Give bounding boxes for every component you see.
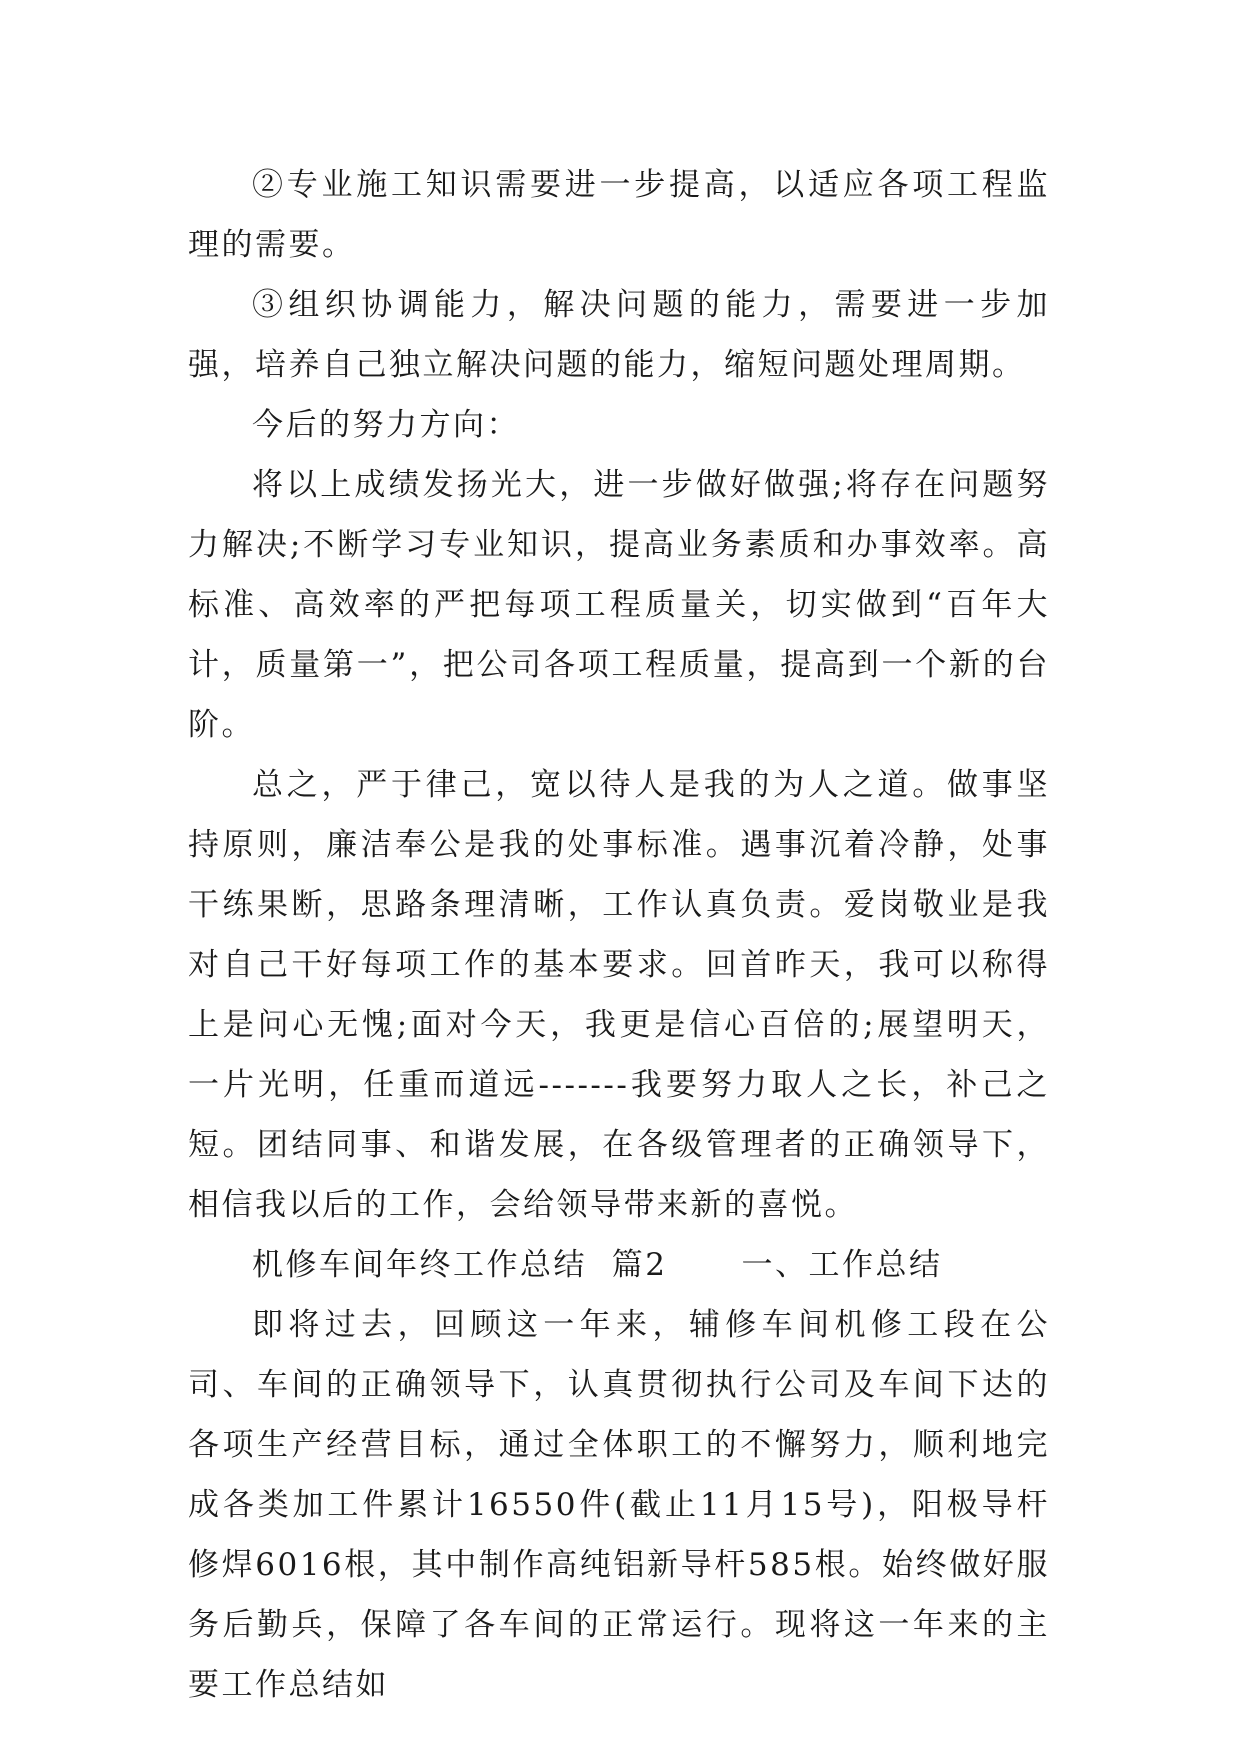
paragraph-work-summary: 即将过去，回顾这一年来，辅修车间机修工段在公司、车间的正确领导下，认真贯彻执行公司及车间下达的各项生产经营目标，通过全体职工的不懈努力，顺利地完成各类加工件累计16550件(截止11月15号)，阳极导杆修焊6016根，其中制作高纯铝新导杆585根。始终做好服务后勤兵，保障了各车间的正常运行。现将这一年来的主要工作总结如 [188,1307,1050,1703]
paragraph-conclusion: 总之，严于律己，宽以待人是我的为人之道。做事坚持原则，廉洁奉公是我的处事标准。遇事沉着冷静，处事干练果断，思路条理清晰，工作认真负责。爱岗敬业是我对自己干好每项工作的基本要求。回首昨天，我可以称得上是问心无愧;面对今天，我更是信心百倍的;展望明天，一片光明，任重而道远-------我要努力取人之长，补己之短。团结同事、和谐发展，在各级管理者的正确领导下，相信我以后的工作，会给领导带来新的喜悦。 [188,767,1050,1223]
section-title: 机修车间年终工作总结 篇2 一、工作总结 [252,1247,943,1283]
paragraph-coordination: ③组织协调能力，解决问题的能力，需要进一步加强，培养自己独立解决问题的能力，缩短问题处理周期。 [188,287,1050,383]
document-body [188,155,1050,1715]
paragraph-skills: ②专业施工知识需要进一步提高，以适应各项工程监理的需要。 [188,167,1050,263]
paragraph-direction-heading: 今后的努力方向： [252,407,520,443]
paragraph-direction: 将以上成绩发扬光大，进一步做好做强;将存在问题努力解决;不断学习专业知识，提高业务素质和办事效率。高标准、高效率的严把每项工程质量关，切实做到“百年大计，质量第一”，把公司各项工程质量，提高到一个新的台阶。 [188,467,1050,743]
